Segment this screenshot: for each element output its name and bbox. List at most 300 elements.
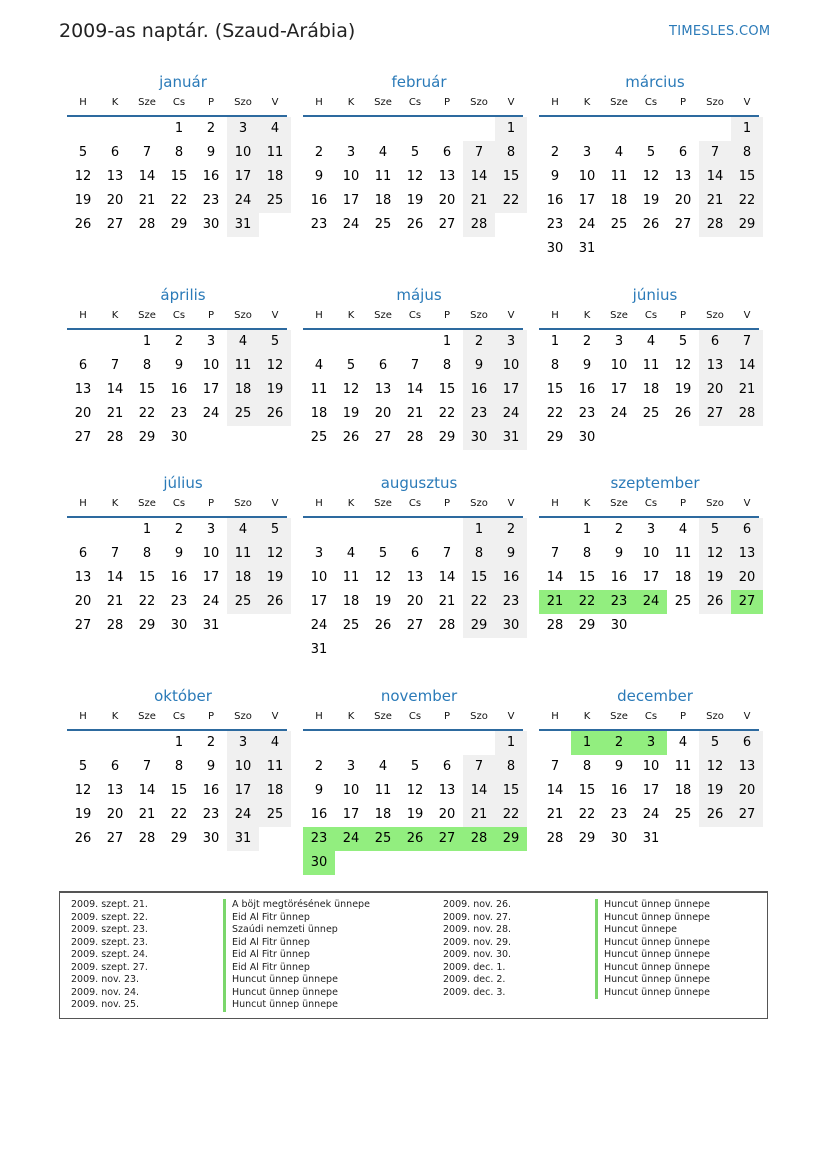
day-cell: 20: [74, 594, 92, 609]
day-cell: 3: [227, 731, 259, 755]
day-cell: 25: [342, 618, 360, 633]
day-cell: 9: [174, 358, 184, 373]
day-cell: 30: [546, 241, 564, 256]
day-cell: 23: [546, 217, 564, 232]
day-cell: 23: [170, 406, 188, 421]
day-cell: 3: [314, 546, 324, 561]
day-cell: 3: [346, 759, 356, 774]
day-cell: 13: [674, 169, 692, 184]
weekday-label: P: [443, 97, 451, 108]
day-cell: 21: [138, 193, 156, 208]
day-cell: 2: [174, 334, 184, 349]
day-cell: 19: [259, 566, 291, 590]
day-cell: 7: [731, 330, 763, 354]
day-cell: 30: [610, 831, 628, 846]
day-cell: 18: [374, 193, 392, 208]
empty-cell: [335, 330, 367, 354]
holiday-day-cell: 23: [603, 590, 635, 614]
legend-holiday-name: Huncut ünnep ünnepe: [595, 937, 710, 950]
weekday-label: Szo: [234, 711, 252, 722]
day-cell: 29: [731, 213, 763, 237]
day-cell: 22: [495, 189, 527, 213]
day-cell: 1: [174, 121, 184, 136]
month-1: [67, 70, 291, 237]
weekday-label: Sze: [138, 97, 156, 108]
day-cell: 28: [106, 430, 124, 445]
legend-holiday-name: A böjt megtörésének ünnepe: [223, 899, 370, 912]
day-cell: 26: [699, 590, 731, 614]
weekday-label: Sze: [610, 310, 628, 321]
legend-date: 2009. szept. 23.: [71, 936, 148, 948]
day-cell: 11: [374, 169, 392, 184]
day-cell: 22: [463, 590, 495, 614]
day-cell: 18: [642, 382, 660, 397]
empty-cell: [99, 117, 131, 141]
day-cell: 2: [314, 759, 324, 774]
day-cell: 30: [610, 618, 628, 633]
day-cell: 5: [259, 518, 291, 542]
day-cell: 6: [731, 518, 763, 542]
day-cell: 13: [374, 382, 392, 397]
day-cell: 27: [438, 217, 456, 232]
weekday-label: H: [315, 711, 323, 722]
weekday-label: Cs: [408, 310, 422, 321]
day-cell: 14: [463, 779, 495, 803]
weekday-label: K: [347, 310, 355, 321]
weekday-label: V: [507, 711, 515, 722]
month-11: [303, 684, 527, 875]
weekday-label: H: [315, 310, 323, 321]
day-cell: 26: [642, 217, 660, 232]
day-cell: 16: [170, 570, 188, 585]
day-cell: 27: [731, 803, 763, 827]
day-cell: 23: [170, 594, 188, 609]
day-cell: 19: [699, 566, 731, 590]
month-5: [303, 283, 527, 450]
day-cell: 28: [463, 213, 495, 237]
day-cell: 8: [582, 759, 592, 774]
weekday-label: P: [679, 711, 687, 722]
day-cell: 25: [642, 406, 660, 421]
day-cell: 23: [202, 193, 220, 208]
day-cell: 13: [731, 755, 763, 779]
day-cell: 4: [314, 358, 324, 373]
month-7: [67, 471, 291, 638]
empty-cell: [399, 731, 431, 755]
day-cell: 1: [463, 518, 495, 542]
holiday-day-cell: 22: [571, 590, 603, 614]
empty-cell: [367, 731, 399, 755]
legend-date: 2009. nov. 29.: [443, 936, 512, 948]
day-cell: 15: [438, 382, 456, 397]
month-title: január: [159, 73, 207, 91]
day-grid: [303, 117, 527, 237]
month-title: április: [160, 286, 206, 304]
day-cell: 24: [578, 217, 596, 232]
day-cell: 28: [138, 217, 156, 232]
legend-holiday-name: Huncut ünnep ünnepe: [223, 987, 338, 1000]
weekday-label: Sze: [374, 498, 392, 509]
weekday-label: H: [551, 97, 559, 108]
day-cell: 4: [614, 145, 624, 160]
day-cell: 16: [202, 169, 220, 184]
weekday-label: Sze: [374, 97, 392, 108]
day-cell: 11: [674, 546, 692, 561]
weekday-label: V: [507, 498, 515, 509]
page-title: 2009-as naptár. (Szaud-Arábia): [59, 20, 356, 42]
day-cell: 27: [106, 217, 124, 232]
weekday-label: K: [347, 498, 355, 509]
day-cell: 7: [550, 759, 560, 774]
empty-cell: [131, 731, 163, 755]
holiday-day-cell: 21: [539, 590, 571, 614]
weekday-label: Sze: [138, 310, 156, 321]
day-cell: 29: [170, 217, 188, 232]
day-cell: 1: [174, 735, 184, 750]
day-cell: 1: [142, 522, 152, 537]
day-cell: 28: [546, 831, 564, 846]
day-cell: 1: [550, 334, 560, 349]
holiday-day-cell: 23: [303, 827, 335, 851]
weekday-label: V: [271, 310, 279, 321]
holiday-day-cell: 27: [431, 827, 463, 851]
day-cell: 7: [410, 358, 420, 373]
weekday-label: V: [743, 498, 751, 509]
day-cell: 24: [202, 594, 220, 609]
day-cell: 4: [646, 334, 656, 349]
day-cell: 1: [495, 117, 527, 141]
day-cell: 21: [546, 807, 564, 822]
day-cell: 26: [259, 590, 291, 614]
weekday-label: H: [551, 310, 559, 321]
day-cell: 26: [74, 217, 92, 232]
day-cell: 11: [259, 141, 291, 165]
day-cell: 23: [202, 807, 220, 822]
day-cell: 26: [699, 803, 731, 827]
day-cell: 9: [495, 542, 527, 566]
day-cell: 8: [495, 141, 527, 165]
weekday-label: H: [79, 711, 87, 722]
day-cell: 26: [406, 217, 424, 232]
day-cell: 20: [406, 594, 424, 609]
empty-cell: [635, 117, 667, 141]
month-title: november: [380, 687, 458, 705]
empty-cell: [603, 117, 635, 141]
day-cell: 6: [410, 546, 420, 561]
month-title: szeptember: [610, 474, 700, 492]
empty-cell: [399, 330, 431, 354]
day-grid: [539, 518, 763, 638]
day-cell: 7: [110, 358, 120, 373]
weekday-header: [539, 708, 759, 731]
day-cell: 28: [546, 618, 564, 633]
day-cell: 1: [582, 522, 592, 537]
day-cell: 15: [495, 165, 527, 189]
day-cell: 8: [442, 358, 452, 373]
day-cell: 7: [142, 145, 152, 160]
day-cell: 25: [674, 807, 692, 822]
day-cell: 22: [138, 594, 156, 609]
day-cell: 19: [374, 594, 392, 609]
day-cell: 13: [106, 783, 124, 798]
day-cell: 2: [206, 735, 216, 750]
day-cell: 17: [202, 570, 220, 585]
empty-cell: [399, 518, 431, 542]
day-cell: 28: [731, 402, 763, 426]
day-cell: 4: [259, 731, 291, 755]
day-cell: 24: [202, 406, 220, 421]
day-cell: 31: [310, 642, 328, 657]
day-cell: 19: [406, 807, 424, 822]
legend-date: 2009. szept. 27.: [71, 961, 148, 973]
weekday-label: Sze: [374, 310, 392, 321]
day-cell: 17: [202, 382, 220, 397]
day-cell: 19: [674, 382, 692, 397]
day-cell: 4: [346, 546, 356, 561]
weekday-label: Szo: [706, 498, 724, 509]
day-cell: 5: [378, 546, 388, 561]
weekday-header: [303, 307, 523, 330]
day-cell: 3: [495, 330, 527, 354]
day-cell: 16: [495, 566, 527, 590]
day-cell: 9: [174, 546, 184, 561]
day-cell: 21: [138, 807, 156, 822]
day-cell: 12: [74, 783, 92, 798]
day-cell: 13: [74, 382, 92, 397]
weekday-label: P: [443, 711, 451, 722]
day-cell: 27: [374, 430, 392, 445]
site-link[interactable]: TIMESLES.COM: [669, 24, 771, 39]
weekday-label: V: [271, 97, 279, 108]
day-cell: 14: [406, 382, 424, 397]
day-cell: 3: [206, 334, 216, 349]
weekday-label: P: [207, 711, 215, 722]
day-cell: 6: [442, 145, 452, 160]
day-cell: 8: [463, 542, 495, 566]
empty-cell: [431, 518, 463, 542]
day-cell: 10: [227, 755, 259, 779]
day-cell: 14: [438, 570, 456, 585]
day-cell: 9: [550, 169, 560, 184]
day-cell: 16: [610, 783, 628, 798]
day-cell: 31: [578, 241, 596, 256]
weekday-label: K: [111, 97, 119, 108]
day-cell: 15: [495, 779, 527, 803]
day-cell: 12: [642, 169, 660, 184]
day-cell: 16: [546, 193, 564, 208]
day-cell: 15: [170, 783, 188, 798]
weekday-label: Cs: [644, 310, 658, 321]
day-cell: 3: [227, 117, 259, 141]
day-cell: 21: [463, 803, 495, 827]
day-cell: 30: [202, 217, 220, 232]
empty-cell: [99, 330, 131, 354]
day-cell: 18: [610, 193, 628, 208]
weekday-header: [539, 495, 759, 518]
day-cell: 27: [106, 831, 124, 846]
legend-holiday-name: Huncut ünnep ünnepe: [595, 987, 710, 1000]
day-cell: 13: [106, 169, 124, 184]
holiday-legend: [59, 891, 768, 1019]
legend-holiday-name: Huncut ünnep ünnepe: [223, 974, 338, 987]
holiday-day-cell: 25: [367, 827, 399, 851]
day-cell: 22: [170, 193, 188, 208]
day-cell: 4: [678, 522, 688, 537]
day-cell: 12: [406, 783, 424, 798]
weekday-label: Sze: [138, 498, 156, 509]
day-cell: 29: [463, 614, 495, 638]
day-cell: 2: [314, 145, 324, 160]
weekday-label: Cs: [408, 711, 422, 722]
legend-date: 2009. dec. 1.: [443, 961, 506, 973]
day-cell: 19: [74, 193, 92, 208]
weekday-label: K: [111, 310, 119, 321]
day-cell: 13: [438, 169, 456, 184]
weekday-label: H: [79, 310, 87, 321]
day-cell: 16: [202, 783, 220, 798]
day-cell: 27: [74, 618, 92, 633]
weekday-label: H: [551, 711, 559, 722]
day-cell: 30: [495, 614, 527, 638]
day-cell: 24: [310, 618, 328, 633]
day-cell: 26: [342, 430, 360, 445]
legend-date: 2009. nov. 28.: [443, 924, 512, 935]
day-cell: 3: [646, 522, 656, 537]
day-cell: 19: [406, 193, 424, 208]
weekday-header: [67, 94, 287, 117]
day-cell: 7: [550, 546, 560, 561]
day-cell: 9: [206, 759, 216, 774]
weekday-label: K: [111, 711, 119, 722]
day-cell: 28: [106, 618, 124, 633]
day-cell: 26: [259, 402, 291, 426]
day-grid: [67, 330, 291, 450]
day-grid: [303, 518, 527, 662]
day-cell: 28: [438, 618, 456, 633]
day-cell: 21: [106, 594, 124, 609]
empty-cell: [303, 117, 335, 141]
day-cell: 25: [610, 217, 628, 232]
day-cell: 21: [731, 378, 763, 402]
weekday-label: P: [679, 97, 687, 108]
day-cell: 10: [610, 358, 628, 373]
day-cell: 14: [138, 169, 156, 184]
day-cell: 18: [674, 783, 692, 798]
day-cell: 23: [578, 406, 596, 421]
day-cell: 8: [582, 546, 592, 561]
day-cell: 10: [310, 570, 328, 585]
month-4: [67, 283, 291, 450]
day-cell: 21: [406, 406, 424, 421]
day-cell: 24: [342, 217, 360, 232]
weekday-label: K: [347, 711, 355, 722]
day-cell: 17: [578, 193, 596, 208]
day-cell: 20: [438, 193, 456, 208]
day-cell: 14: [546, 783, 564, 798]
day-cell: 20: [106, 807, 124, 822]
month-12: [539, 684, 763, 851]
day-cell: 13: [438, 783, 456, 798]
day-cell: 9: [314, 783, 324, 798]
month-title: március: [625, 73, 685, 91]
weekday-label: K: [583, 97, 591, 108]
day-cell: 9: [614, 759, 624, 774]
legend-holiday-name: Szaúdi nemzeti ünnep: [223, 924, 338, 937]
weekday-label: V: [743, 97, 751, 108]
empty-cell: [67, 330, 99, 354]
empty-cell: [399, 117, 431, 141]
day-cell: 22: [138, 406, 156, 421]
day-cell: 4: [227, 518, 259, 542]
empty-cell: [367, 330, 399, 354]
weekday-label: Szo: [234, 97, 252, 108]
day-cell: 23: [610, 807, 628, 822]
day-cell: 8: [174, 145, 184, 160]
holiday-day-cell: 3: [635, 731, 667, 755]
day-cell: 17: [642, 570, 660, 585]
legend-holiday-name: Huncut ünnep ünnepe: [595, 899, 710, 912]
legend-date: 2009. dec. 2.: [443, 974, 506, 985]
weekday-label: P: [207, 310, 215, 321]
day-cell: 11: [674, 759, 692, 774]
day-cell: 9: [314, 169, 324, 184]
month-title: október: [154, 687, 212, 705]
day-cell: 21: [438, 594, 456, 609]
weekday-label: Szo: [706, 310, 724, 321]
day-cell: 5: [78, 145, 88, 160]
empty-cell: [367, 518, 399, 542]
empty-cell: [335, 731, 367, 755]
legend-date: 2009. nov. 30.: [443, 949, 512, 960]
day-cell: 24: [642, 807, 660, 822]
holiday-day-cell: 24: [335, 827, 367, 851]
day-cell: 11: [342, 570, 360, 585]
weekday-label: P: [443, 310, 451, 321]
weekday-label: Cs: [172, 498, 186, 509]
weekday-label: K: [111, 498, 119, 509]
day-cell: 6: [78, 358, 88, 373]
day-cell: 11: [310, 382, 328, 397]
day-cell: 22: [578, 807, 596, 822]
day-grid: [539, 330, 763, 450]
legend-date: 2009. nov. 23.: [71, 974, 140, 985]
weekday-label: P: [679, 310, 687, 321]
weekday-header: [67, 495, 287, 518]
day-cell: 2: [206, 121, 216, 136]
day-cell: 14: [699, 165, 731, 189]
day-cell: 14: [731, 354, 763, 378]
day-cell: 9: [206, 145, 216, 160]
month-title: június: [632, 286, 678, 304]
day-cell: 29: [578, 618, 596, 633]
day-cell: 13: [699, 354, 731, 378]
weekday-label: K: [347, 97, 355, 108]
day-cell: 26: [374, 618, 392, 633]
day-cell: 9: [582, 358, 592, 373]
day-cell: 29: [138, 430, 156, 445]
day-cell: 5: [346, 358, 356, 373]
day-cell: 30: [170, 618, 188, 633]
weekday-label: P: [207, 97, 215, 108]
day-cell: 18: [259, 165, 291, 189]
day-cell: 20: [731, 566, 763, 590]
day-cell: 15: [138, 382, 156, 397]
weekday-label: P: [679, 498, 687, 509]
day-cell: 1: [142, 334, 152, 349]
day-cell: 13: [74, 570, 92, 585]
day-cell: 22: [731, 189, 763, 213]
day-cell: 16: [463, 378, 495, 402]
